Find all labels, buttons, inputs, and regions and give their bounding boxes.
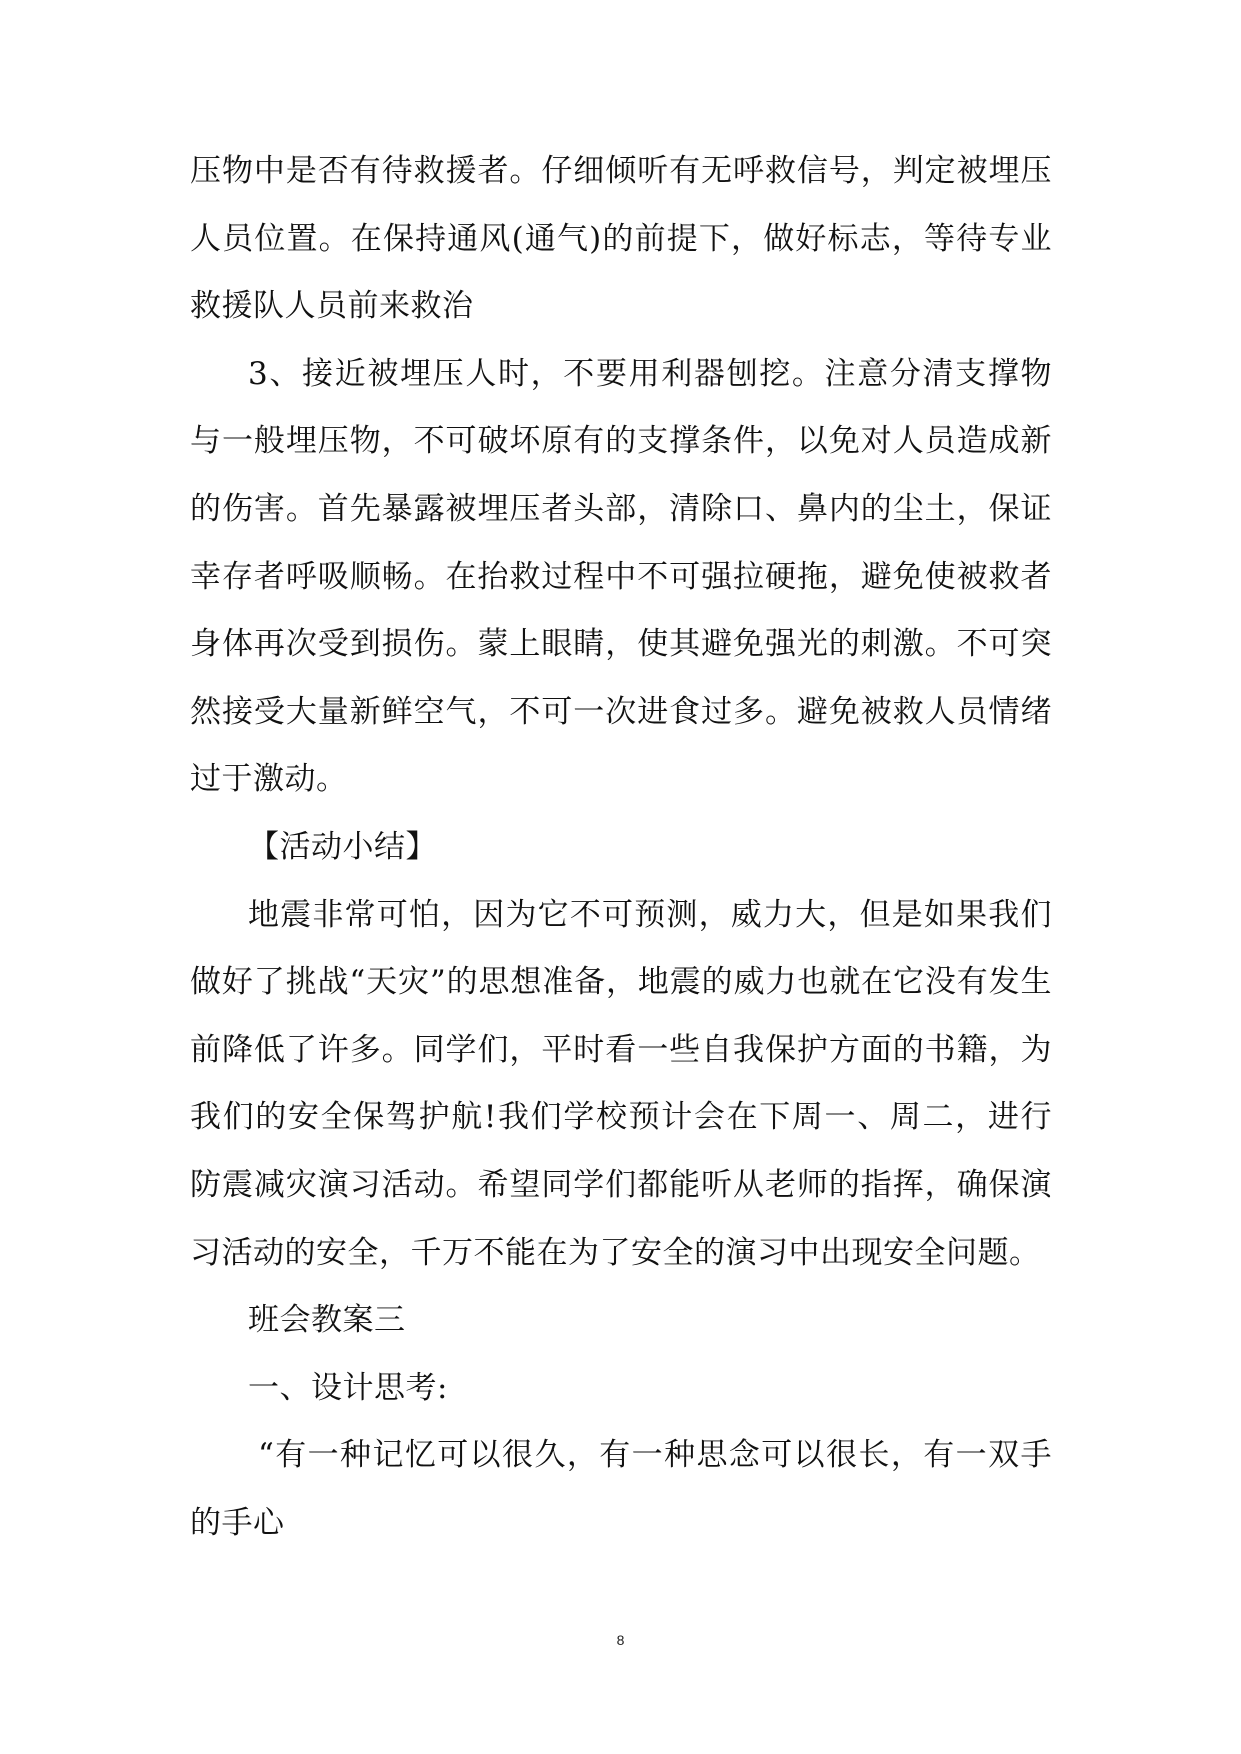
section-heading-design-thinking: 一、设计思考: [248, 1369, 448, 1406]
paragraph-rescue-continuation: 压物中是否有待救援者。仔细倾听有无呼救信号，判定被埋压人员位置。在保持通风(通气)的前提下，做好标志，等待专业救援队人员前来救治 [190, 153, 1052, 325]
paragraph-activity-summary: 地震非常可怕，因为它不可预测，威力大，但是如果我们做好了挑战“天灾”的思想准备，地震的威力也就在它没有发生前降低了许多。同学们，平时看一些自我保护方面的书籍，为我们的安全保驾护航!我们学校预计会在下周一、周二，进行防震减灾演习活动。希望同学们都能听从老师的指挥，确保演习活动的安全，千万不能在为了安全的演习中出现安全问题。 [190, 896, 1052, 1271]
paragraph-quote: “有一种记忆可以很久，有一种思念可以很长，有一双手的手心 [190, 1437, 1052, 1541]
page-number: 8 [616, 1632, 625, 1648]
paragraph-rescue-step-3: 3、接近被埋压人时，不要用利器刨挖。注意分清支撑物与一般埋压物，不可破坏原有的支撑条件，以免对人员造成新的伤害。首先暴露被埋压者头部，清除口、鼻内的尘土，保证幸存者呼吸顺畅。在抬救过程中不可强拉硬拖，避免使被救者身体再次受到损伤。蒙上眼睛，使其避免强光的刺激。不可突然接受大量新鲜空气，不可一次进食过多。避免被救人员情绪过于激动。 [190, 355, 1052, 798]
document-body [190, 138, 1052, 1557]
section-heading-activity-summary: 【活动小结】 [248, 828, 437, 865]
section-heading-lesson-plan-3: 班会教案三 [248, 1302, 406, 1339]
